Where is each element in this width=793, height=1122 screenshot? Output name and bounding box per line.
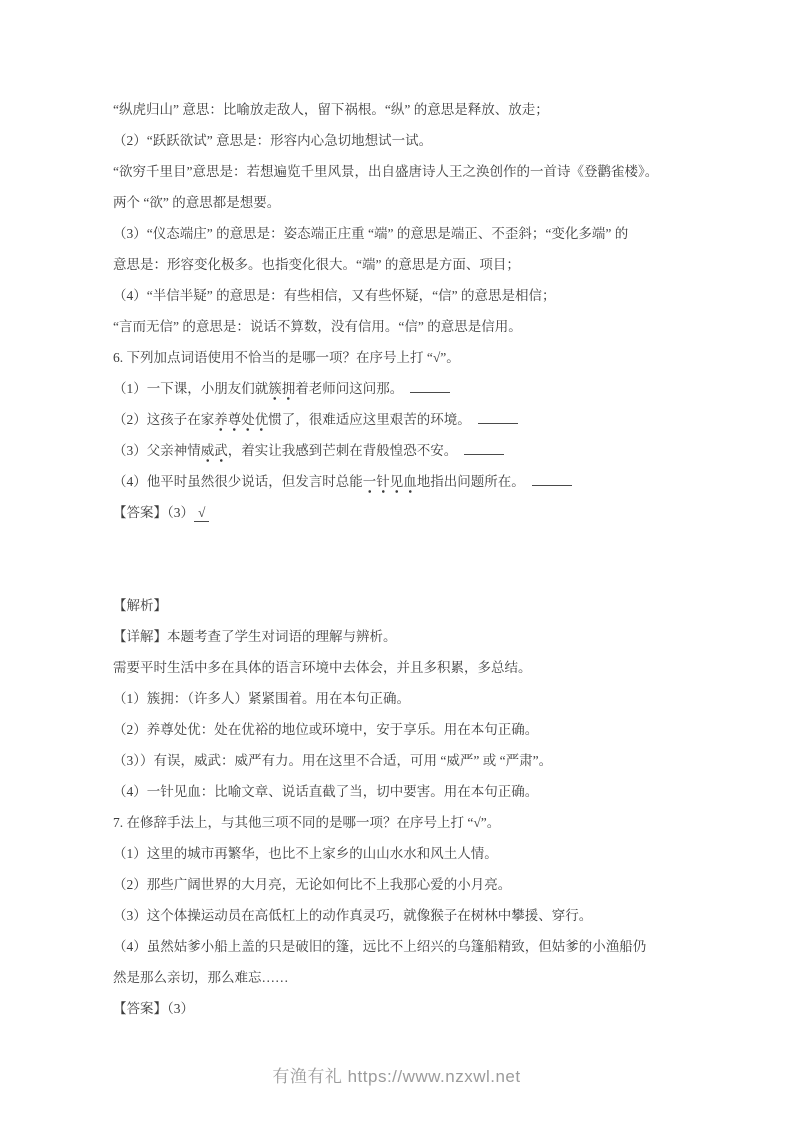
explanation-item-1-cont [113,94,753,125]
text-segment: 着老师问这问那。 [295,381,404,396]
text-segment: 惯了，很难适应这里艰苦的环境。 [268,412,471,427]
explanation-item-4 [113,280,753,311]
text-segment: 【答案】（3） [113,1001,194,1016]
text-segment: 两个 “欲” 的意思都是想要。 [113,195,281,210]
question-6-option-2 [113,404,753,435]
emphasized-word: 养尊处优 [214,412,268,432]
text-segment: 7. 在修辞手法上，与其他三项不同的是哪一项？在序号上打 “√”。 [113,815,501,830]
question-6-option-4 [113,466,753,497]
text-segment: 地指出问题所在。 [416,474,525,489]
text-segment: （3））有误，威武：威严有力。用在这里不合适，可用 “威严” 或 “严肃”。 [113,753,553,768]
question-7-option-1 [113,838,753,869]
text-segment: “言而无信” 的意思是：说话不算数，没有信用。“信” 的意思是信用。 [113,319,522,334]
analysis-item-1 [113,683,753,714]
document-body [113,94,753,1024]
question-6-option-3 [113,435,753,466]
text-segment: （3）“仪态端庄” 的意思是：姿态端正庄重 “端” 的意思是端正、不歪斜；“变化多端” 的 [113,226,629,241]
explanation-item-3-cont [113,249,753,280]
answer-blank-line [478,421,518,424]
explanation-item-2-cont2 [113,187,753,218]
explanation-item-3 [113,218,753,249]
emphasized-word: 一针见血 [363,474,417,494]
check-mark: √ [194,504,209,522]
answer-blank-line [464,452,504,455]
analysis-detail-label [113,621,753,652]
text-segment: （4）他平时虽然很少说话，但发言时总能 [113,474,363,489]
analysis-item-4 [113,776,753,807]
answer-blank-line [532,483,572,486]
text-segment: 【详解】本题考查了学生对词语的理解与辨析。 [113,629,397,644]
text-segment: 【答案】（3） [113,505,194,520]
text-segment: （1）这里的城市再繁华，也比不上家乡的山山水水和风土人情。 [113,846,498,861]
explanation-item-2-cont [113,156,753,187]
analysis-label [113,590,753,621]
question-7-stem [113,807,753,838]
text-segment: “纵虎归山” 意思：比喻放走敌人，留下祸根。“纵” 的意思是释放、放走； [113,102,549,117]
text-segment: （4）一针见血：比喻文章、说话直截了当，切中要害。用在本句正确。 [113,784,539,799]
question-6-stem [113,342,753,373]
question-6-answer [113,497,753,528]
text-segment: ，着实让我感到芒刺在背般惶恐不安。 [227,443,458,458]
text-segment: （3）父亲神情 [113,443,201,458]
text-segment: （3）这个体操运动员在高低杠上的动作真灵巧，就像猴子在树林中攀援、穿行。 [113,908,593,923]
text-segment: 6. 下列加点词语使用不恰当的是哪一项？在序号上打 “√”。 [113,350,460,365]
analysis-tip [113,652,753,683]
text-segment: （2）养尊处优：处在优裕的地位或环境中，安于享乐。用在本句正确。 [113,722,539,737]
text-segment: 然是那么亲切，那么难忘…… [113,970,289,985]
text-segment: （2）“跃跃欲试” 意思是：形容内心急切地想试一试。 [113,133,433,148]
emphasized-word: 威武 [201,443,228,463]
text-segment: 需要平时生活中多在具体的语言环境中去体会，并且多积累，多总结。 [113,660,532,675]
text-segment: 【解析】 [113,598,167,613]
text-segment: “欲穷千里目”意思是：若想遍览千里风景，出自盛唐诗人王之涣创作的一首诗《登鹳雀楼》。 [113,164,659,179]
text-segment: （4）虽然姑爹小船上盖的只是破旧的篷，远比不上绍兴的乌篷船精致，但姑爹的小渔船仍 [113,939,647,954]
explanation-item-4-cont [113,311,753,342]
text-segment: （2）这孩子在家 [113,412,215,427]
question-7-option-4-cont [113,962,753,993]
footer-watermark: 有渔有礼 https://www.nzxwl.net [272,1067,521,1086]
answer-blank-line [410,390,450,393]
text-segment: 意思是：形容变化极多。也指变化很大。“端” 的意思是方面、项目； [113,257,520,272]
question-7-option-3 [113,900,753,931]
question-6-option-1 [113,373,753,404]
blank-line [113,528,753,559]
explanation-item-2 [113,125,753,156]
question-7-option-2 [113,869,753,900]
analysis-item-3 [113,745,753,776]
text-segment: （1）一下课，小朋友们就 [113,381,269,396]
text-segment: （1）簇拥：（许多人）紧紧围着。用在本句正确。 [113,691,410,706]
text-segment: （4）“半信半疑” 的意思是：有些相信，又有些怀疑，“信” 的意思是相信； [113,288,556,303]
question-7-option-4 [113,931,753,962]
text-segment: （2）那些广阔世界的大月亮，无论如何比不上我那心爱的小月亮。 [113,877,512,892]
emphasized-word: 簇拥 [268,381,295,401]
blank-line [113,559,753,590]
question-7-answer [113,993,753,1024]
analysis-item-2 [113,714,753,745]
